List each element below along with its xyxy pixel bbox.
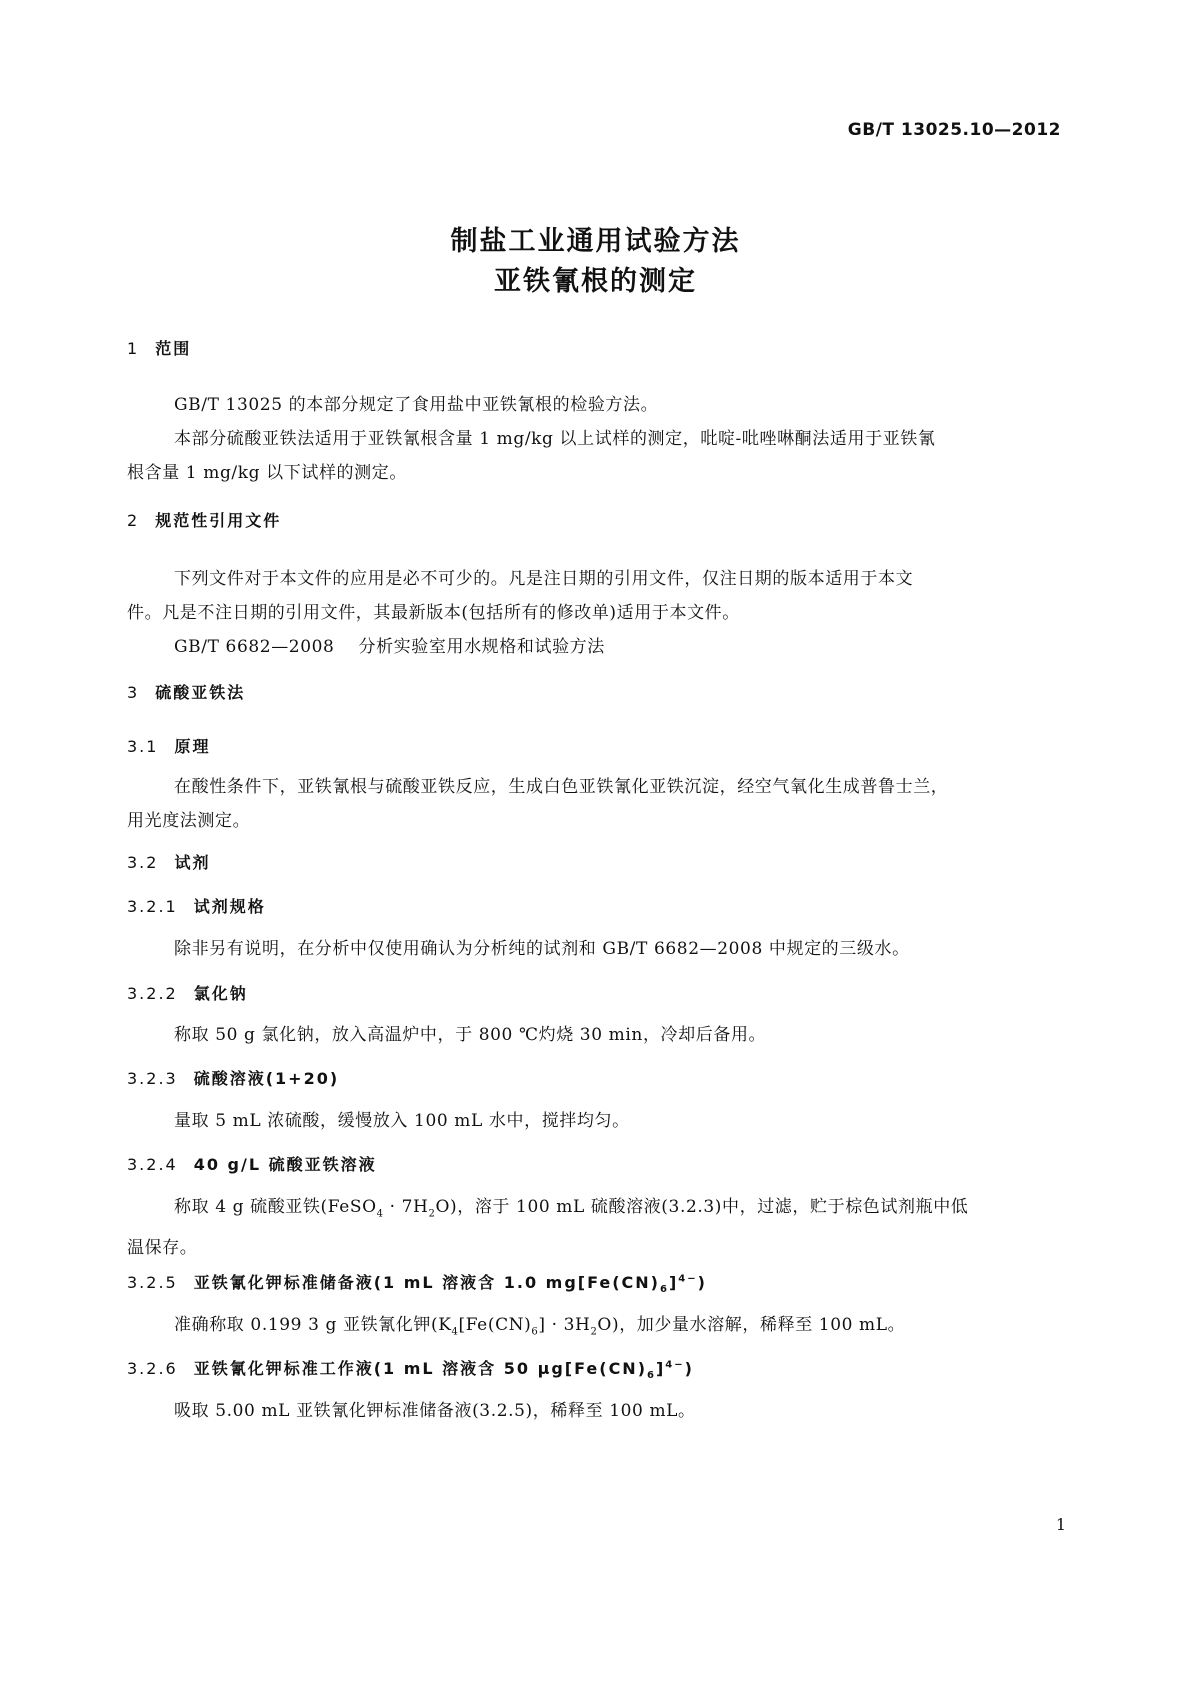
section-2-heading (127, 508, 281, 531)
page-number: 1 (1055, 1515, 1066, 1534)
text-run: ) (697, 1273, 707, 1292)
text-run: ) (684, 1359, 694, 1378)
subscript: 2 (590, 1326, 598, 1338)
subscript: 2 (428, 1208, 436, 1220)
section-3-2-1-body (127, 932, 1062, 966)
text-run: · 7H (383, 1197, 429, 1217)
section-title: 原理 (174, 737, 211, 756)
text-run: 称取 4 g 硫酸亚铁(FeSO (174, 1197, 377, 1217)
section-title: 范围 (155, 339, 192, 358)
text-run: 亚铁氰化钾标准工作液(1 mL 溶液含 50 μg[Fe(CN) (193, 1359, 648, 1378)
section-3-2-5-heading (127, 1270, 707, 1295)
section-1-body (127, 388, 1062, 490)
section-3-2-heading (127, 850, 210, 873)
reference-code: GB/T 6682—2008 (174, 637, 335, 657)
section-3-2-4-body (127, 1190, 1062, 1265)
section-title: 硫酸亚铁法 (155, 683, 246, 702)
section-title: 试剂 (174, 853, 211, 872)
section-title: 试剂规格 (193, 897, 266, 916)
section-number: 3.2.5 (127, 1273, 178, 1292)
section-title (193, 1359, 694, 1382)
normative-reference (127, 630, 1062, 664)
paragraph-line: 根含量 1 mg/kg 以下试样的测定。 (127, 463, 407, 483)
section-title: 氯化钠 (193, 984, 248, 1003)
section-title: 规范性引用文件 (155, 511, 282, 530)
paragraph-line: 本部分硫酸亚铁法适用于亚铁氰根含量 1 mg/kg 以上试样的测定，吡啶-吡唑啉酮法适用于亚铁氰 (174, 429, 936, 449)
section-number: 3.2.2 (127, 984, 178, 1003)
section-3-2-3-body (127, 1104, 1062, 1138)
section-3-1-body (127, 770, 1062, 838)
section-number: 3 (127, 683, 140, 702)
document-title (0, 222, 1191, 302)
text-run: [Fe(CN) (458, 1315, 532, 1335)
section-3-2-3-heading (127, 1066, 339, 1089)
title-line-1: 制盐工业通用试验方法 (450, 226, 741, 257)
section-title (193, 1273, 707, 1296)
paragraph-line: 吸取 5.00 mL 亚铁氰化钾标准储备液(3.2.5)，稀释至 100 mL。 (174, 1401, 696, 1421)
section-2-body (127, 562, 1062, 664)
paragraph-line: 除非另有说明，在分析中仅使用确认为分析纯的试剂和 GB/T 6682—2008 中规定的三级水。 (174, 939, 910, 959)
standard-code: GB/T 13025.10—2012 (847, 120, 1061, 140)
section-title: 40 g/L 硫酸亚铁溶液 (193, 1155, 377, 1174)
section-number: 2 (127, 511, 140, 530)
subscript: 4 (376, 1208, 384, 1220)
section-number: 3.1 (127, 737, 159, 756)
text-run: ] · 3H (538, 1315, 591, 1335)
paragraph-line: 称取 50 g 氯化钠，放入高温炉中，于 800 ℃灼烧 30 min，冷却后备用。 (174, 1025, 767, 1045)
section-number: 3.2 (127, 853, 159, 872)
section-3-2-6-heading (127, 1356, 694, 1381)
paragraph-line: 量取 5 mL 浓硫酸，缓慢放入 100 mL 水中，搅拌均匀。 (174, 1111, 630, 1131)
superscript: 4− (665, 1359, 685, 1371)
section-3-2-2-heading (127, 981, 248, 1004)
section-3-2-1-heading (127, 894, 266, 917)
section-3-2-5-body (127, 1308, 1062, 1349)
paragraph-line: 用光度法测定。 (127, 811, 251, 831)
subscript: 6 (647, 1370, 656, 1382)
reference-title: 分析实验室用水规格和试验方法 (358, 637, 605, 657)
paragraph-line: 下列文件对于本文件的应用是必不可少的。凡是注日期的引用文件，仅注日期的版本适用于本文 (174, 569, 914, 589)
section-3-heading (127, 680, 245, 703)
section-3-2-2-body (127, 1018, 1062, 1052)
text-run: O)，加少量水溶解，稀释至 100 mL。 (597, 1315, 906, 1335)
text-run: O)，溶于 100 mL 硫酸溶液(3.2.3)中，过滤，贮于棕色试剂瓶中低 (435, 1197, 969, 1217)
section-3-1-heading (127, 734, 210, 757)
section-number: 3.2.6 (127, 1359, 178, 1378)
subscript: 4 (451, 1326, 459, 1338)
subscript: 6 (531, 1326, 539, 1338)
paragraph-line (127, 1308, 1062, 1349)
section-number: 3.2.4 (127, 1155, 178, 1174)
section-1-heading (127, 336, 191, 359)
paragraph-line (127, 1190, 1062, 1231)
superscript: 4− (678, 1273, 698, 1285)
subscript: 6 (660, 1284, 669, 1296)
section-title: 硫酸溶液(1+20) (193, 1069, 340, 1088)
section-3-2-4-heading (127, 1152, 377, 1175)
section-number: 3.2.3 (127, 1069, 178, 1088)
text-run: ] (655, 1359, 666, 1378)
paragraph-line: 在酸性条件下，亚铁氰根与硫酸亚铁反应，生成白色亚铁氰化亚铁沉淀，经空气氧化生成普鲁士兰， (174, 777, 949, 797)
paragraph-line: 件。凡是不注日期的引用文件，其最新版本(包括所有的修改单)适用于本文件。 (127, 603, 740, 623)
text-run: ] (668, 1273, 679, 1292)
text-run: 亚铁氰化钾标准储备液(1 mL 溶液含 1.0 mg[Fe(CN) (193, 1273, 660, 1292)
title-line-2: 亚铁氰根的测定 (494, 266, 697, 297)
paragraph-line: GB/T 13025 的本部分规定了食用盐中亚铁氰根的检验方法。 (174, 395, 659, 415)
paragraph-line: 温保存。 (127, 1238, 198, 1259)
text-run: 准确称取 0.199 3 g 亚铁氰化钾(K (174, 1315, 452, 1335)
section-3-2-6-body (127, 1394, 1062, 1428)
section-number: 3.2.1 (127, 897, 178, 916)
section-number: 1 (127, 339, 140, 358)
